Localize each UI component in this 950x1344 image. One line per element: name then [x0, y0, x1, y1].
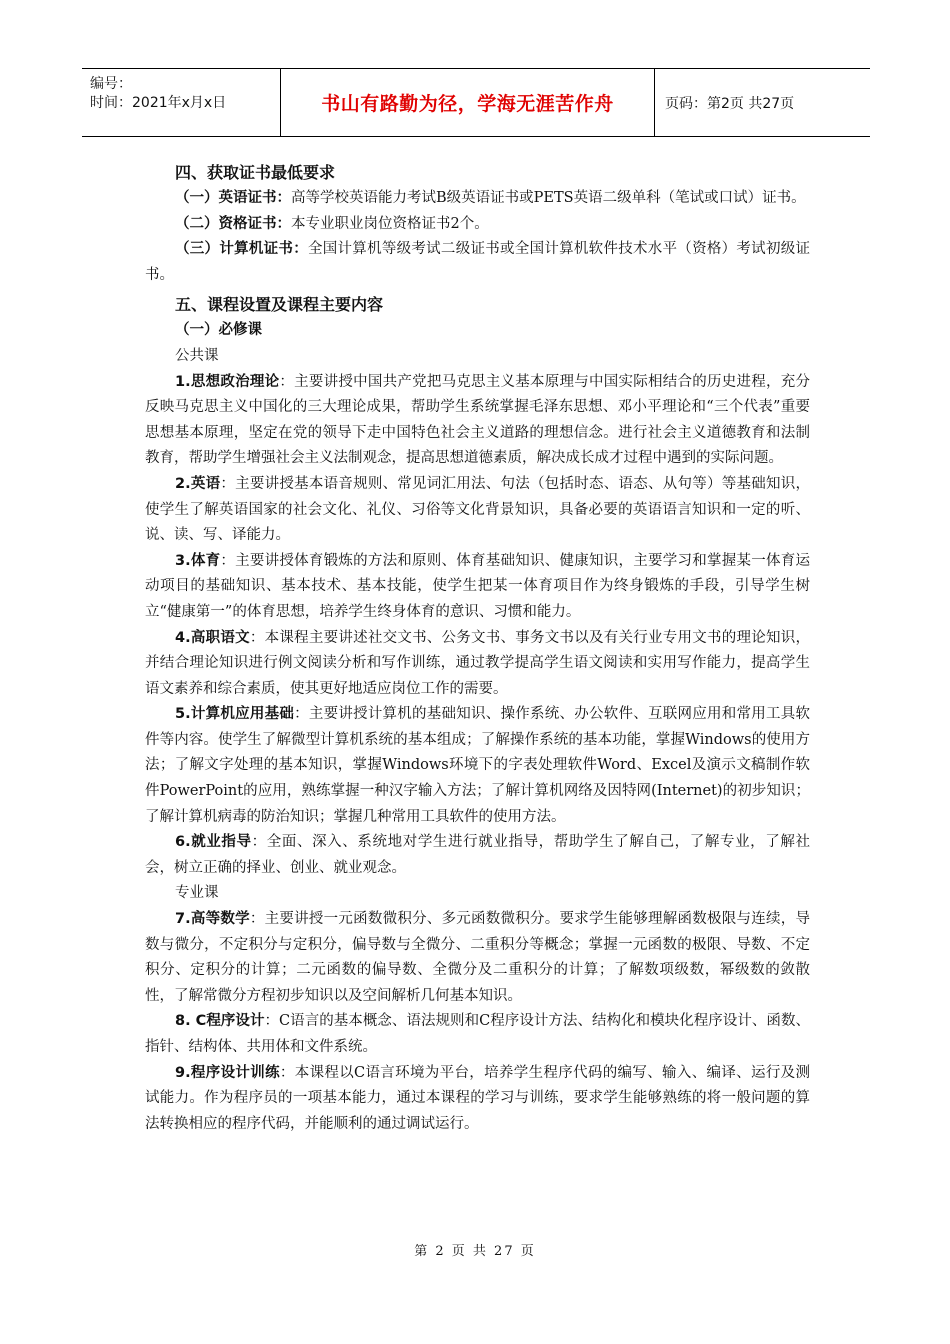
certificate-item [145, 237, 810, 288]
certificate-item [145, 212, 810, 238]
section-4-title: 四、获取证书最低要求 [175, 163, 336, 182]
required-courses-heading: （一）必修课 [175, 322, 262, 339]
header-info-cell [82, 69, 281, 136]
major-courses-heading: 专业课 [175, 885, 219, 902]
document-number-label: 编号： [90, 76, 132, 92]
course-item [145, 1009, 810, 1060]
course-item [145, 830, 810, 881]
course-item [145, 702, 810, 830]
header-page-code: 页码：第2页 共27页 [665, 95, 795, 112]
course-item [145, 907, 810, 1009]
course-item [145, 626, 810, 703]
course-label: 7.高等数学 [175, 911, 250, 928]
certificate-label: （三）计算机证书： [175, 241, 308, 258]
certificate-text: 高等学校英语能力考试B级英语证书或PETS英语二级单科（笔试或口试）证书。 [291, 190, 806, 206]
certificate-label: （二）资格证书： [175, 215, 291, 232]
course-label: 8. C程序设计 [175, 1013, 265, 1030]
course-label: 5.计算机应用基础 [175, 706, 295, 723]
header-table [82, 68, 870, 137]
page-footer: 第 2 页 共 27 页 [414, 1244, 536, 1259]
course-label: 6.就业指导 [175, 834, 252, 851]
certificate-text: 全国计算机等级考试二级证书或全国计算机软件技术水平（资格）考试初级证书。 [145, 241, 811, 283]
course-item [145, 370, 810, 472]
course-text: ：主要讲授计算机的基础知识、操作系统、办公软件、互联网应用和常用工具软件等内容。使学生了解微型计算机系统的基本组成；了解操作系统的基本功能，掌握Windows的使用方法；了解文字处理的基本知识，掌握Windows环境下的字表处理软件Word、Excel及演示文稿制作软件PowerPoint的应用，熟练掌握一种汉字输入方法；了解计算机网络及因特网(Internet)的初步知识；了解计算机病毒的防治知识；掌握几种常用工具软件的使用方法。 [145, 706, 810, 825]
certificate-text: 本专业职业岗位资格证书2个。 [291, 215, 489, 232]
section-5-title: 五、课程设置及课程主要内容 [175, 295, 384, 315]
course-text: ：本课程以C语言环境为平台，培养学生程序代码的编写、输入、编译、运行及测试能力。作为程序员的一项基本能力，通过本课程的学习与训练，要求学生能够熟练的将一般问题的算法转换相应的程序代码，并能顺利的通过调试运行。 [145, 1064, 810, 1132]
course-item [145, 472, 810, 549]
course-text: ：主要讲授一元函数微积分、多元函数微积分。要求学生能够理解函数极限与连续，导数与微分，不定积分与定积分，偏导数与全微分、二重积分等概念；掌握一元函数的极限、导数、不定积分、定积分的计算；二元函数的偏导数、全微分及二重积分的计算；了解数项级数，幂级数的敛散性，了解常微分方程初步知识以及空间解析几何基本知识。 [145, 911, 810, 1004]
public-courses-heading: 公共课 [175, 347, 219, 364]
course-label: 4.高职语文 [175, 629, 250, 646]
course-text: ：主要讲授体育锻炼的方法和原则、体育基础知识、健康知识，主要学习和掌握某一体育运动项目的基础知识、基本技术、基本技能，使学生把某一体育项目作为终身锻炼的手段，引导学生树立“健康第一”的体育思想，培养学生终身体育的意识、习惯和能力。 [145, 552, 810, 620]
course-text: ：本课程主要讲述社交文书、公务文书、事务文书以及有关行业专用文书的理论知识，并结合理论知识进行例文阅读分析和写作训练，通过教学提高学生语文阅读和实用写作能力，提高学生语文素养和综合素质，使其更好地适应岗位工作的需要。 [145, 629, 810, 697]
course-text: ：全面、深入、系统地对学生进行就业指导，帮助学生了解自己，了解专业，了解社会，树立正确的择业、创业、就业观念。 [145, 834, 810, 876]
document-date: 时间：2021年x月x日 [90, 95, 227, 111]
course-text: ：主要讲授基本语音规则、常见词汇用法、句法（包括时态、语态、从句等）等基础知识，使学生了解英语国家的社会文化、礼仪、习俗等文化背景知识，具备必要的英语语言知识和一定的听、说、读、写、译能力。 [145, 475, 810, 544]
course-label: 1.思想政治理论 [175, 373, 280, 390]
course-text: ：C语言的基本概念、语法规则和C程序设计方法、结构化和模块化程序设计、函数、指针、结构体、共用体和文件系统。 [145, 1013, 810, 1055]
certificate-label: （一）英语证书： [175, 190, 291, 206]
course-item [145, 549, 810, 626]
course-label: 9.程序设计训练 [175, 1064, 280, 1081]
course-text: ：主要讲授中国共产党把马克思主义基本原理与中国实际相结合的历史进程，充分反映马克思主义中国化的三大理论成果，帮助学生系统掌握毛泽东思想、邓小平理论和“三个代表”重要思想基本原理，坚定在党的领导下走中国特色社会主义道路的理想信念。进行社会主义道德教育和法制教育，帮助学生增强社会主义法制观念，提高思想道德素质，解决成长成才过程中遇到的实际问题。 [145, 373, 810, 467]
course-label: 3.体育 [175, 552, 221, 569]
course-item [145, 1061, 810, 1138]
header-motto: 书山有路勤为径，学海无涯苦作舟 [281, 69, 655, 136]
certificate-item [145, 186, 810, 212]
course-label: 2.英语 [175, 475, 221, 492]
document-body [145, 160, 810, 1137]
